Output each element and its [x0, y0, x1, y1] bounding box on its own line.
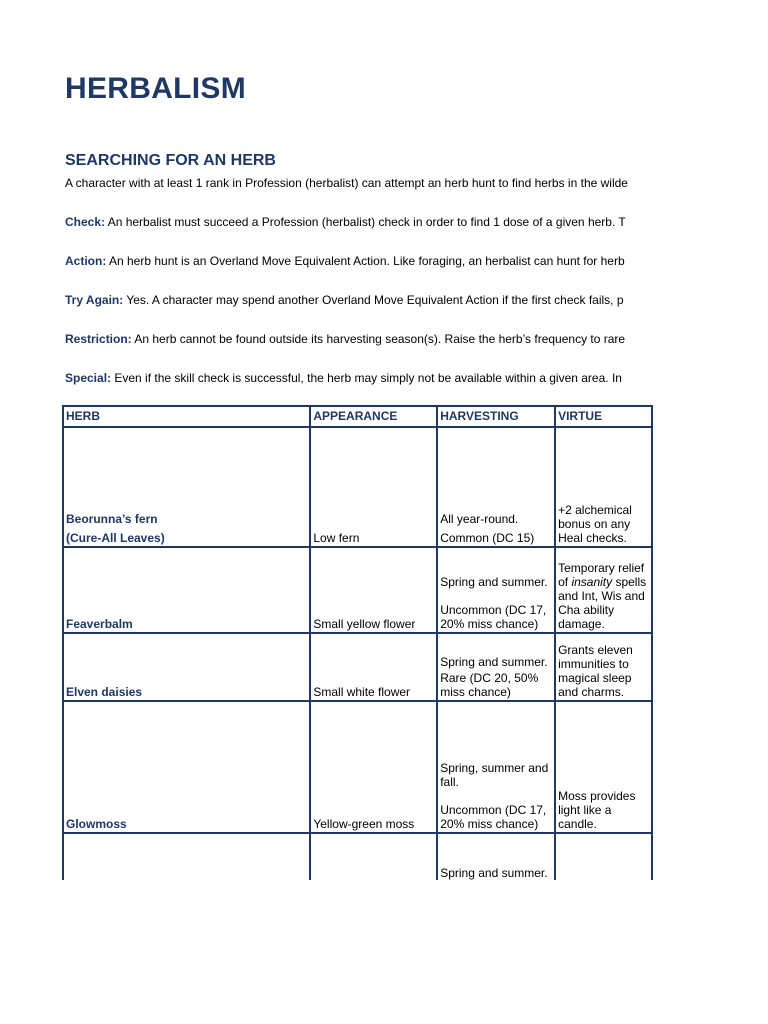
herb-alias: (Cure-All Leaves) — [66, 531, 165, 545]
table-row — [63, 701, 652, 833]
harvest-season: All year-round. — [440, 512, 519, 526]
paragraph-label: Try Again: — [65, 293, 124, 307]
paragraph-label: Special: — [65, 371, 112, 385]
table-header-row — [63, 406, 652, 427]
harvesting-cell — [437, 833, 555, 880]
herb-table — [62, 405, 653, 880]
paragraph-label: Restriction: — [65, 332, 132, 346]
virtue-text: +2 alchemical bonus on any Heal checks. — [558, 503, 632, 545]
virtue-text: Temporary relief of — [558, 561, 645, 589]
table-row — [63, 427, 652, 547]
virtue-cell — [555, 833, 652, 880]
restriction-paragraph — [65, 332, 625, 346]
virtue-text: Grants eleven immunities to magical sleep and charms. — [558, 643, 633, 699]
harvest-frequency: Uncommon (DC 17, 20% miss chance) — [440, 803, 547, 831]
table-row — [63, 547, 652, 633]
harvesting-cell — [437, 701, 555, 833]
paragraph-text: An herb cannot be found outside its harvesting season(s). Raise the herb’s frequency to rare — [131, 332, 626, 346]
herb-name: Beorunna’s fern — [66, 512, 158, 526]
appearance-cell: Low fern — [310, 427, 437, 547]
herb-cell — [63, 833, 310, 880]
herb-cell — [63, 633, 310, 701]
harvesting-cell — [437, 427, 555, 547]
table-row — [63, 833, 652, 880]
harvest-season: Spring and summer. — [440, 575, 548, 589]
column-header-harvesting: HARVESTING — [437, 406, 555, 427]
virtue-text-rest: spells and Int, Wis and Cha ability damage. — [558, 575, 647, 631]
appearance-cell: Small yellow flower — [310, 547, 437, 633]
appearance-cell: Small white flower — [310, 633, 437, 701]
appearance-cell — [310, 833, 437, 880]
herb-cell — [63, 427, 310, 547]
harvest-season: Spring and summer. — [440, 866, 548, 880]
action-paragraph — [65, 254, 625, 268]
herb-name: Glowmoss — [66, 817, 127, 831]
paragraph-text: A character with at least 1 rank in Profession (herbalist) can attempt an herb hunt to find herbs in the wilde — [65, 176, 628, 190]
herb-cell — [63, 547, 310, 633]
harvest-season: Spring and summer. — [440, 655, 548, 669]
virtue-text: Moss provides light like a candle. — [558, 789, 636, 831]
virtue-cell — [555, 427, 652, 547]
paragraph-text: An herb hunt is an Overland Move Equivalent Action. Like foraging, an herbalist can hunt for herb — [106, 254, 625, 268]
harvest-frequency: Common (DC 15) — [440, 531, 535, 545]
column-header-virtue: VIRTUE — [555, 406, 652, 427]
virtue-cell — [555, 633, 652, 701]
try-again-paragraph — [65, 293, 624, 307]
paragraph-text: Even if the skill check is successful, the herb may simply not be available within a given area. In — [111, 371, 622, 385]
virtue-cell — [555, 701, 652, 833]
harvesting-cell — [437, 633, 555, 701]
column-header-appearance: APPEARANCE — [310, 406, 437, 427]
paragraph-label: Action: — [65, 254, 107, 268]
herb-name: Elven daisies — [66, 685, 143, 699]
herb-name: Feaverbalm — [66, 617, 133, 631]
special-paragraph — [65, 371, 622, 385]
virtue-emphasis: insanity — [571, 575, 613, 589]
table-row — [63, 633, 652, 701]
intro-paragraph — [65, 176, 628, 190]
appearance-cell: Yellow-green moss — [310, 701, 437, 833]
paragraph-text: Yes. A character may spend another Overland Move Equivalent Action if the first check fails, p — [123, 293, 624, 307]
harvest-season: Spring, summer and fall. — [440, 761, 549, 789]
herb-cell — [63, 701, 310, 833]
page-title: HERBALISM — [65, 72, 247, 105]
check-paragraph — [65, 215, 626, 229]
harvest-frequency: Uncommon (DC 17, 20% miss chance) — [440, 603, 547, 631]
paragraph-text: An herbalist must succeed a Profession (herbalist) check in order to find 1 dose of a given herb. T — [105, 215, 626, 229]
harvesting-cell — [437, 547, 555, 633]
column-header-herb: HERB — [63, 406, 310, 427]
paragraph-label: Check: — [65, 215, 106, 229]
virtue-cell — [555, 547, 652, 633]
section-heading: SEARCHING FOR AN HERB — [65, 152, 276, 169]
harvest-frequency: Rare (DC 20, 50% miss chance) — [440, 671, 539, 699]
